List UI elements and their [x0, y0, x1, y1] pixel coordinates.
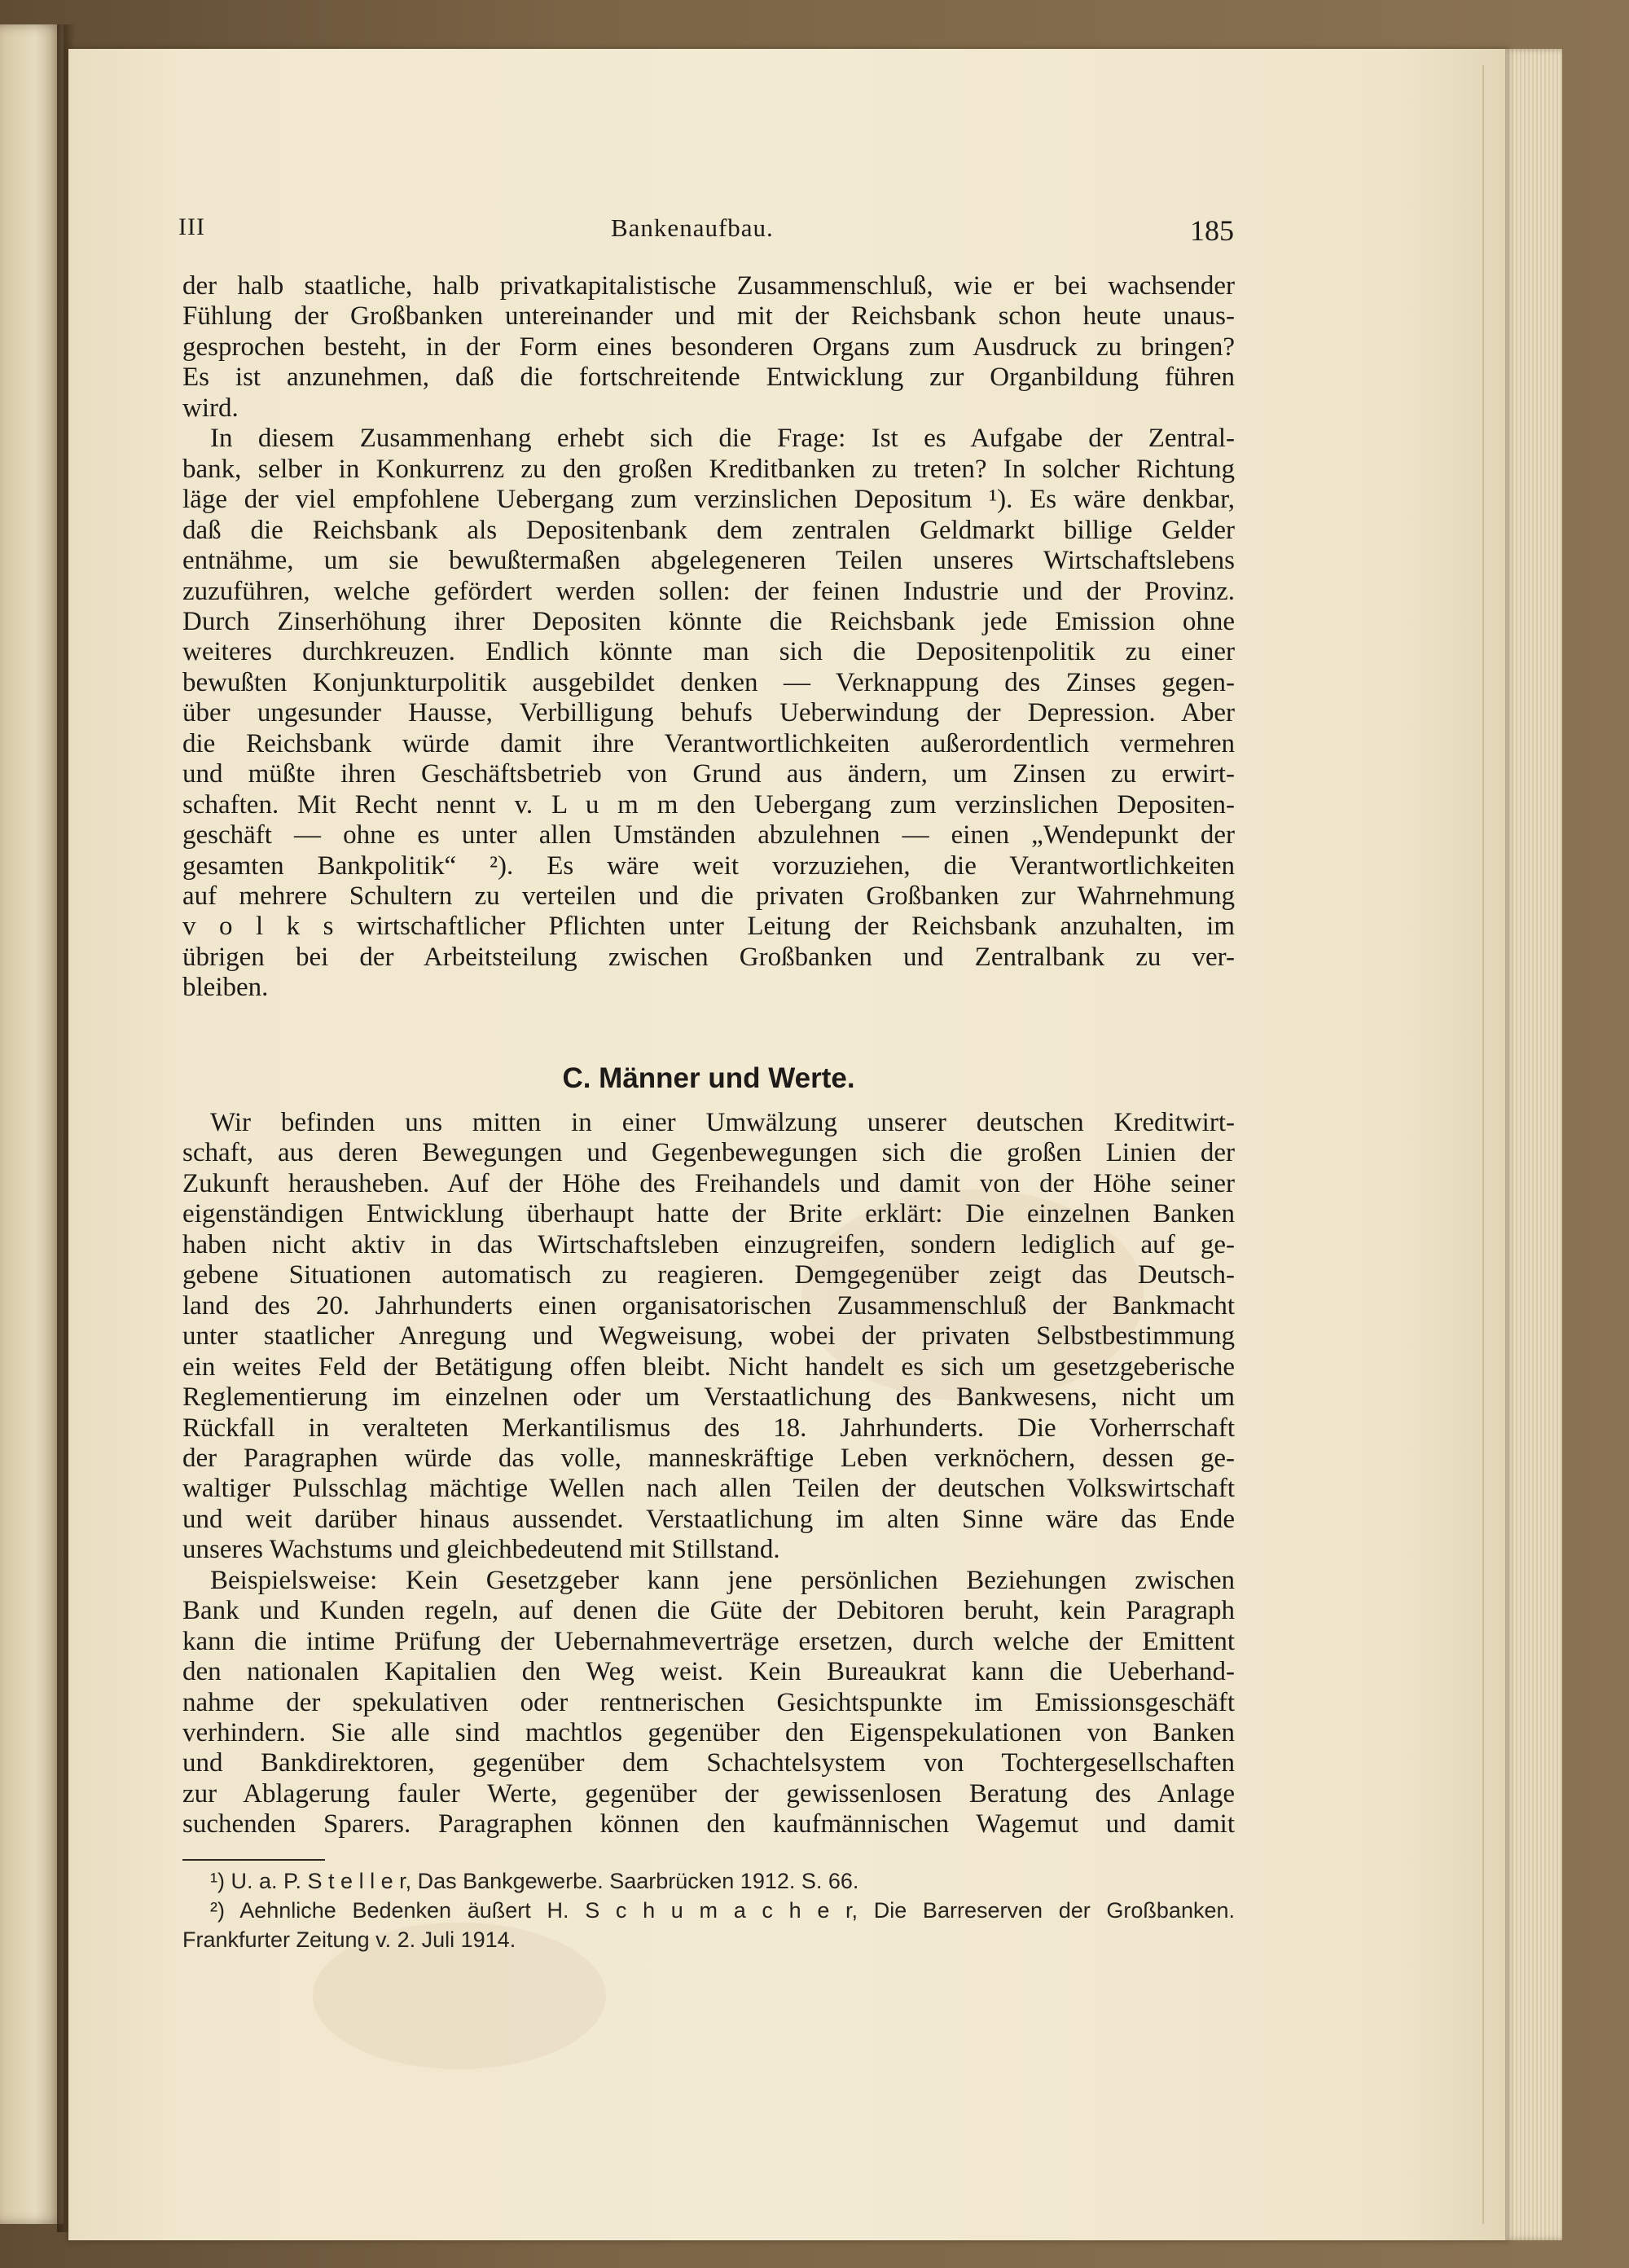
text-line: läge der viel empfohlene Uebergang zum verzinslichen Depositum ¹). Es wäre denkbar, [182, 485, 1235, 515]
text-line: Rückfall in veralteten Merkantilismus des 18. Jahrhunderts. Die Vorherrschaft [182, 1413, 1235, 1443]
text-line: daß die Reichsbank als Depositenbank dem zentralen Geldmarkt billige Gelder [182, 515, 1235, 545]
text-line: schaften. Mit Recht nennt v. L u m m den Uebergang zum verzinslichen Depositen- [182, 789, 1235, 820]
running-head-title: Bankenaufbau. [611, 213, 774, 242]
text-line: entnähme, um sie bewußtermaßen abgelegeneren Teilen unseres Wirtschaftslebens [182, 546, 1235, 576]
text-line: der halb staatliche, halb privatkapitalistische Zusammenschluß, wie er bei wachsender [182, 271, 1235, 301]
page-number: 185 [1190, 214, 1234, 247]
text-line: zur Ablagerung fauler Werte, gegenüber der gewissenlosen Beratung des Anlage [182, 1778, 1235, 1809]
text-line: Fühlung der Großbanken untereinander und mit der Reichsbank schon heute unaus- [182, 301, 1235, 332]
page-edge-line [1482, 65, 1484, 2224]
text-line: Durch Zinserhöhung ihrer Depositen könnte die Reichsbank jede Emission ohne [182, 606, 1235, 636]
text-line: suchenden Sparers. Paragraphen können den kaufmännischen Wagemut und damit [182, 1809, 1235, 1839]
text-line: Beispielsweise: Kein Gesetzgeber kann jene persönlichen Beziehungen zwischen [210, 1565, 1235, 1595]
running-head-chapter: III [178, 213, 205, 240]
text-line: nahme der spekulativen oder rentnerischen Gesichtspunkte im Emissionsgeschäft [182, 1687, 1235, 1717]
text-line: übrigen bei der Arbeitsteilung zwischen Großbanken und Zentralbank zu ver- [182, 942, 1235, 972]
text-line: v o l k s wirtschaftlicher Pflichten unter Leitung der Reichsbank anzuhalten, im [182, 912, 1235, 942]
text-line: eigenständigen Entwicklung überhaupt hatte der Brite erklärt: Die einzelnen Banken [182, 1199, 1235, 1229]
text-line: kann die intime Prüfung der Uebernahmeverträge ersetzen, durch welche der Emittent [182, 1626, 1235, 1656]
text-line: auf mehrere Schultern zu verteilen und die privaten Großbanken zur Wahrnehmung [182, 881, 1235, 911]
text-line: wird. [182, 393, 239, 423]
page-stack-edge [1505, 49, 1562, 2240]
text-line: die Reichsbank würde damit ihre Verantwortlichkeiten außerordentlich vermehren [182, 728, 1235, 758]
text-line: bleiben. [182, 973, 269, 1003]
text-line: Reglementierung im einzelnen oder um Verstaatlichung des Bankwesens, nicht um [182, 1382, 1235, 1413]
text-line: geschäft — ohne es unter allen Umständen abzulehnen — einen „Wendepunkt der [182, 820, 1235, 850]
footnote-line: Frankfurter Zeitung v. 2. Juli 1914. [182, 1927, 516, 1952]
text-line: bank, selber in Konkurrenz zu den großen Kreditbanken zu treten? In solcher Richtung [182, 454, 1235, 484]
text-line: Bank und Kunden regeln, auf denen die Güte der Debitoren beruht, kein Paragraph [182, 1596, 1235, 1626]
text-line: haben nicht aktiv in das Wirtschaftsleben einzugreifen, sondern lediglich auf ge- [182, 1229, 1235, 1259]
text-line: Es ist anzunehmen, daß die fortschreitende Entwicklung zur Organbildung führen [182, 363, 1235, 393]
text-line: Wir befinden uns mitten in einer Umwälzung unserer deutschen Kreditwirt- [210, 1108, 1235, 1137]
text-line: und Bankdirektoren, gegenüber dem Schachtelsystem von Tochtergesellschaften [182, 1748, 1235, 1778]
text-line: unter staatlicher Anregung und Wegweisung, wobei der privaten Selbstbestimmung [182, 1321, 1235, 1352]
text-line: bewußten Konjunkturpolitik ausgebildet denken — Verknappung des Zinses gegen- [182, 667, 1235, 697]
text-line: der Paragraphen würde das volle, manneskräftige Leben verknöchern, dessen ge- [182, 1443, 1235, 1473]
text-line: In diesem Zusammenhang erhebt sich die Frage: Ist es Aufgabe der Zentral- [210, 424, 1235, 454]
text-line: und müßte ihren Geschäftsbetrieb von Grund aus ändern, um Zinsen zu erwirt- [182, 759, 1235, 789]
text-line: waltiger Pulsschlag mächtige Wellen nach allen Teilen der deutschen Volkswirtschaft [182, 1474, 1235, 1504]
facing-page-edge [0, 24, 64, 2224]
text-line: weiteres durchkreuzen. Endlich könnte man sich die Depositenpolitik zu einer [182, 637, 1235, 667]
text-line: ein weites Feld der Betätigung offen bleibt. Nicht handelt es sich um gesetzgeberische [182, 1352, 1235, 1382]
text-line: schaft, aus deren Bewegungen und Gegenbewegungen sich die großen Linien der [182, 1138, 1235, 1168]
text-line: über ungesunder Hausse, Verbilligung behufs Ueberwindung der Depression. Aber [182, 698, 1235, 728]
text-line: und weit darüber hinaus aussendet. Verstaatlichung im alten Sinne wäre das Ende [182, 1504, 1235, 1534]
footnote-separator [182, 1859, 325, 1861]
text-line: zuzuführen, welche gefördert werden sollen: der feinen Industrie und der Provinz. [182, 576, 1235, 606]
section-heading: C. Männer und Werte. [562, 1062, 855, 1094]
text-line: land des 20. Jahrhunderts einen organisatorischen Zusammenschluß der Bankmacht [182, 1290, 1235, 1321]
text-line: Zukunft herausheben. Auf der Höhe des Freihandels und damit von der Höhe seiner [182, 1168, 1235, 1198]
text-line: gesprochen besteht, in der Form eines besonderen Organs zum Ausdruck zu bringen? [182, 332, 1235, 362]
text-line: gebene Situationen automatisch zu reagieren. Demgegenüber zeigt das Deutsch- [182, 1260, 1235, 1290]
footnote-line: ²) Aehnliche Bedenken äußert H. S c h u m a c h e r, Die Barreserven der Großbanken. [210, 1898, 1235, 1923]
text-line: gesamten Bankpolitik“ ²). Es wäre weit vorzuziehen, die Verantwortlichkeiten [182, 850, 1235, 881]
text-line: verhindern. Sie alle sind machtlos gegenüber den Eigenspekulationen von Banken [182, 1718, 1235, 1747]
text-line: unseres Wachstums und gleichbedeutend mit Stillstand. [182, 1535, 780, 1565]
footnote-line: ¹) U. a. P. S t e l l e r, Das Bankgewerbe. Saarbrücken 1912. S. 66. [210, 1869, 859, 1893]
text-line: den nationalen Kapitalien den Weg weist. Kein Bureaukrat kann die Ueberhand- [182, 1657, 1235, 1687]
